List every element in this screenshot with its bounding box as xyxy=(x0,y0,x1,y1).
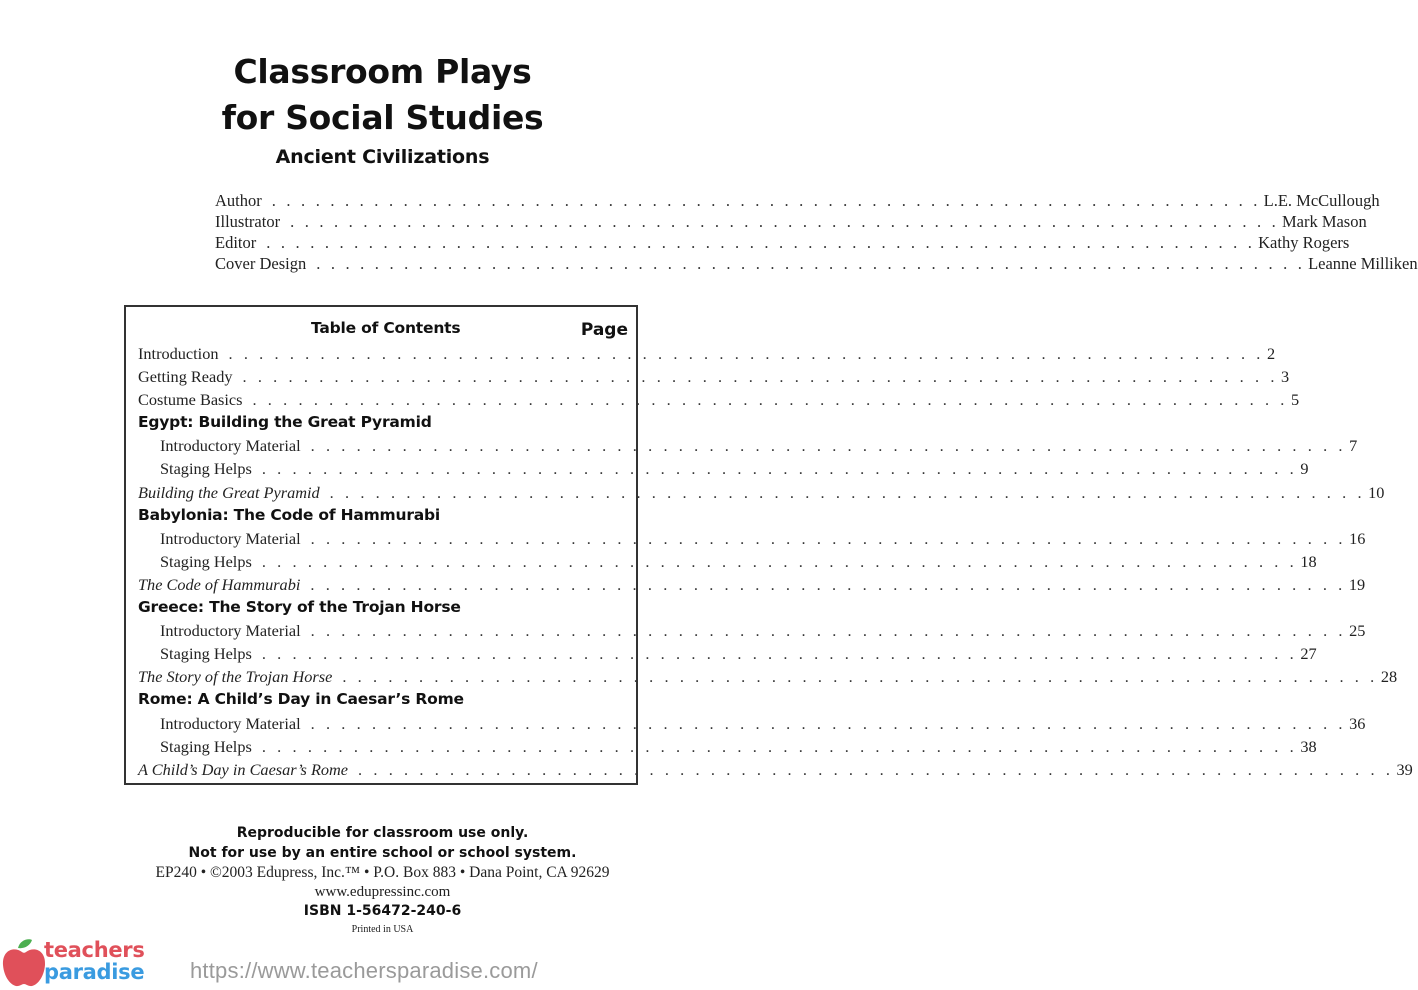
dot-leader: . . . . . . . . . . . . . . . . . . . . . . . . . . . . . . . . . . . . . . . . . . . . . . . . . . . . . . . . . . . . . . . . . . . . xyxy=(261,551,1298,571)
usage-restriction: Not for use by an entire school or school system. xyxy=(188,845,577,861)
toc-entry-page: 25 xyxy=(1349,621,1366,641)
toc-entry xyxy=(138,642,1317,665)
dot-leader: . . . . . . . . . . . . . . . . . . . . . . . . . . . . . . . . . . . . . . . . . . . . . . . . . . . . . . . . . . . . . . . . . . . . xyxy=(242,367,1278,387)
toc-section-heading: Rome: A Child’s Day in Caesar’s Rome xyxy=(138,690,464,709)
toc-entry-page: 16 xyxy=(1349,528,1366,548)
toc-header xyxy=(126,319,636,343)
credit-row-cover-design xyxy=(215,253,1418,274)
credit-name: Kathy Rogers xyxy=(1258,233,1350,252)
toc-entry xyxy=(138,457,1309,480)
teachers-paradise-logo xyxy=(2,938,162,990)
toc-section-heading: Babylonia: The Code of Hammurabi xyxy=(138,505,441,524)
toc-entry-page: 28 xyxy=(1380,667,1398,687)
table-of-contents xyxy=(124,305,1413,785)
toc-entry xyxy=(138,342,1276,365)
toc-entry-label: Staging Helps xyxy=(160,551,252,571)
credit-row-editor xyxy=(215,232,1350,253)
credit-role: Editor xyxy=(215,233,257,252)
credit-name: Leanne Milliken xyxy=(1308,254,1418,273)
toc-entry-page: 10 xyxy=(1368,482,1385,502)
logo-word-teachers: teachers xyxy=(44,938,145,962)
book-subtitle: Ancient Civilizations xyxy=(275,146,490,168)
book-title-line-2: for Social Studies xyxy=(221,98,544,137)
publisher-info: EP240 • ©2003 Edupress, Inc.™ • P.O. Box 883 • Dana Point, CA 92629 xyxy=(155,864,610,881)
apple-icon xyxy=(2,938,46,988)
dot-leader: . . . . . . . . . . . . . . . . . . . . . . . . . . . . . . . . . . . . . . . . . . . . . . . . . . . . . . . . . . . . . . . . . . . . xyxy=(261,459,1298,479)
isbn: ISBN 1-56472-240-6 xyxy=(303,903,462,919)
dot-leader: . . . . . . . . . . . . . . . . . . . . . . . . . . . . . . . . . . . . . . . . . . . . . . . . . . . . . . . . . . . . . . . . . . . . xyxy=(261,736,1298,756)
toc-entry-label: Introduction xyxy=(138,344,219,363)
dot-leader: . . . . . . . . . . . . . . . . . . . . . . . . . . . . . . . . . . . . . . . . . . . . . . . . . . . . . . . . . . . . . . . . . . . . xyxy=(252,390,1288,410)
toc-entries xyxy=(138,342,1413,781)
toc-entry-page: 7 xyxy=(1349,436,1358,456)
toc-entry xyxy=(138,619,1366,642)
credit-row-illustrator xyxy=(215,211,1367,232)
dot-leader: . . . . . . . . . . . . . . . . . . . . . . . . . . . . . . . . . . . . . . . . . . . . . . . . . . . . . . . . . . . . . . . . . . . . xyxy=(266,233,1256,252)
toc-entry-label: Building the Great Pyramid xyxy=(138,482,320,502)
toc-entry xyxy=(138,665,1398,688)
toc-entry-label: Staging Helps xyxy=(160,459,252,479)
toc-entry-label: A Child’s Day in Caesar’s Rome xyxy=(138,759,349,779)
toc-entry-page: 38 xyxy=(1300,736,1317,756)
credit-role: Author xyxy=(215,191,262,210)
toc-entry-page: 2 xyxy=(1266,344,1276,363)
dot-leader: . . . . . . . . . . . . . . . . . . . . . . . . . . . . . . . . . . . . . . . . . . . . . . . . . . . . . . . . . . . . . . . . . . . . xyxy=(310,436,1347,456)
printed-in: Printed in USA xyxy=(351,924,414,935)
credit-row-author xyxy=(215,190,1380,211)
toc-entry-page: 18 xyxy=(1300,551,1317,571)
toc-entry xyxy=(138,735,1317,758)
credit-role: Illustrator xyxy=(215,212,281,231)
toc-entry-label: Introductory Material xyxy=(160,621,301,641)
toc-entry-label: Getting Ready xyxy=(138,367,233,387)
toc-entry-page: 36 xyxy=(1349,713,1366,733)
publisher-website: www.edupressinc.com xyxy=(314,884,451,900)
dot-leader: . . . . . . . . . . . . . . . . . . . . . . . . . . . . . . . . . . . . . . . . . . . . . . . . . . . . . . . . . . . . . . . . . . . . xyxy=(310,713,1347,733)
credit-name: Mark Mason xyxy=(1281,212,1367,231)
toc-section-heading: Greece: The Story of the Trojan Horse xyxy=(138,598,461,617)
reproducible-notice: Reproducible for classroom use only. xyxy=(236,825,529,841)
toc-entry-label: Introductory Material xyxy=(160,713,301,733)
dot-leader: . . . . . . . . . . . . . . . . . . . . . . . . . . . . . . . . . . . . . . . . . . . . . . . . . . . . . . . . . . . . . . . . . . . . xyxy=(316,254,1306,273)
toc-entry-label: Staging Helps xyxy=(160,736,252,756)
dot-leader: . . . . . . . . . . . . . . . . . . . . . . . . . . . . . . . . . . . . . . . . . . . . . . . . . . . . . . . . . . . . . . . . . . . . xyxy=(290,212,1279,231)
toc-entry xyxy=(138,550,1317,573)
toc-entry-label: The Story of the Trojan Horse xyxy=(138,667,333,687)
toc-entry-page: 39 xyxy=(1396,759,1413,779)
credit-name: L.E. McCullough xyxy=(1263,191,1380,210)
dot-leader: . . . . . . . . . . . . . . . . . . . . . . . . . . . . . . . . . . . . . . . . . . . . . . . . . . . . . . . . . . . . . . . . . . . . xyxy=(358,759,1394,779)
toc-entry xyxy=(138,758,1413,781)
toc-section-heading: Egypt: Building the Great Pyramid xyxy=(138,413,432,432)
toc-entry xyxy=(138,712,1366,735)
dot-leader: . . . . . . . . . . . . . . . . . . . . . . . . . . . . . . . . . . . . . . . . . . . . . . . . . . . . . . . . . . . . . . . . . . . . xyxy=(261,644,1298,664)
toc-page-column-header: Page xyxy=(580,320,628,340)
dot-leader: . . . . . . . . . . . . . . . . . . . . . . . . . . . . . . . . . . . . . . . . . . . . . . . . . . . . . . . . . . . . . . . . . . . . xyxy=(271,191,1261,210)
toc-entry-page: 27 xyxy=(1300,644,1317,664)
toc-entry-label: Introductory Material xyxy=(160,436,301,456)
toc-entry-label: Introductory Material xyxy=(160,528,301,548)
dot-leader: . . . . . . . . . . . . . . . . . . . . . . . . . . . . . . . . . . . . . . . . . . . . . . . . . . . . . . . . . . . . . . . . . . . . xyxy=(310,621,1347,641)
dot-leader: . . . . . . . . . . . . . . . . . . . . . . . . . . . . . . . . . . . . . . . . . . . . . . . . . . . . . . . . . . . . . . . . . . . . xyxy=(342,667,1378,687)
toc-entry xyxy=(138,434,1358,457)
credits-list xyxy=(215,190,1418,274)
toc-entry-label: Costume Basics xyxy=(138,390,243,410)
toc-entry xyxy=(138,573,1366,596)
toc-entry xyxy=(138,481,1385,504)
toc-entry-page: 3 xyxy=(1281,367,1290,387)
watermark-url: https://www.teachersparadise.com/ xyxy=(190,958,538,983)
logo-word-paradise: paradise xyxy=(44,960,145,984)
toc-entry-page: 9 xyxy=(1300,459,1309,479)
dot-leader: . . . . . . . . . . . . . . . . . . . . . . . . . . . . . . . . . . . . . . . . . . . . . . . . . . . . . . . . . . . . . . . . . . . . xyxy=(310,528,1347,548)
toc-entry-label: Staging Helps xyxy=(160,644,252,664)
dot-leader: . . . . . . . . . . . . . . . . . . . . . . . . . . . . . . . . . . . . . . . . . . . . . . . . . . . . . . . . . . . . . . . . . . . . xyxy=(329,482,1366,502)
toc-entry xyxy=(138,527,1366,550)
toc-title: Table of Contents xyxy=(311,319,461,337)
toc-entry-label: The Code of Hammurabi xyxy=(138,574,301,594)
toc-entry xyxy=(138,388,1300,411)
toc-entry-page: 19 xyxy=(1348,574,1366,594)
toc-entry xyxy=(138,365,1290,388)
toc-entry-page: 5 xyxy=(1290,390,1300,410)
dot-leader: . . . . . . . . . . . . . . . . . . . . . . . . . . . . . . . . . . . . . . . . . . . . . . . . . . . . . . . . . . . . . . . . . . . . xyxy=(228,344,1264,363)
credit-role: Cover Design xyxy=(215,254,307,273)
dot-leader: . . . . . . . . . . . . . . . . . . . . . . . . . . . . . . . . . . . . . . . . . . . . . . . . . . . . . . . . . . . . . . . . . . . . xyxy=(310,574,1346,594)
book-title-line-1: Classroom Plays xyxy=(233,52,532,91)
